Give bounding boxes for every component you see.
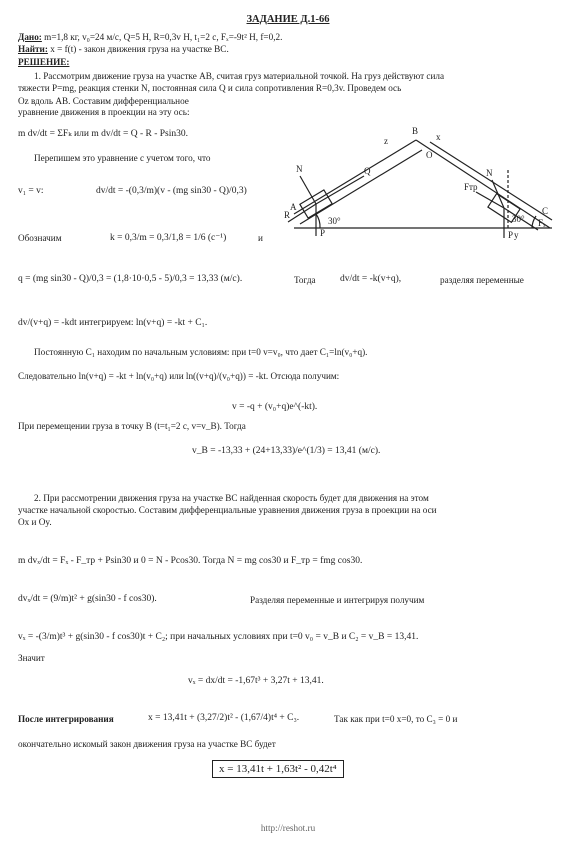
paragraph-line: тяжести P=mg, реакция стенки N, постоянная сила Q и сила сопротивления R=0,3v. Проведем ось bbox=[18, 83, 402, 93]
paragraph-line: При перемещении груза в точку B (t=t₁=2 с, v=v_B). Тогда bbox=[18, 421, 246, 431]
label-n2: N bbox=[486, 168, 493, 178]
paragraph-line: окончательно искомый закон движения груза на участке ВС будет bbox=[18, 739, 276, 749]
equation-dv: dv/dt = -k(v+q), bbox=[340, 274, 402, 284]
incline-ab bbox=[294, 140, 416, 214]
paragraph-line: Ox и Oy. bbox=[18, 517, 52, 527]
label-angle-2: 30° bbox=[512, 214, 525, 224]
label-fx: Fₓ bbox=[538, 218, 546, 228]
paragraph-line: 1. Рассмотрим движение груза на участке AB, считая груз материальной точкой. На груз действуют сила bbox=[34, 71, 445, 81]
equation-vb: v_B = -13,33 + (24+13,33)/e^(1/3) = 13,41 (м/с). bbox=[192, 446, 381, 456]
answer-box: x = 13,41t + 1,63t² - 0,42t⁴ bbox=[212, 760, 344, 778]
equation-motion-bc: m dvₓ/dt = Fₓ - F_тр + Psin30 и 0 = N - Pcos30. Тогда N = mg cos30 и F_тр = fmg cos30. bbox=[18, 556, 363, 566]
label-a: A bbox=[290, 202, 297, 212]
label-n1: N bbox=[296, 164, 303, 174]
paragraph-line: участке начальной скоростью. Составим дифференциальные уравнения движения груза в проекции на оси bbox=[18, 505, 437, 515]
label-r: R bbox=[284, 210, 291, 220]
normal-arrow-2 bbox=[492, 180, 504, 208]
separate-words: разделяя переменные bbox=[440, 275, 524, 285]
angle-arc-1 bbox=[316, 214, 320, 228]
integrate-text: Разделяя переменные и интегрируя получим bbox=[250, 595, 425, 605]
label-y: y bbox=[514, 230, 519, 240]
label-z: z bbox=[384, 136, 388, 146]
equation-rewritten: dv/dt = -(0,3/m)(v - (mg sin30 - Q)/0,3) bbox=[96, 186, 247, 196]
label-x: x bbox=[436, 132, 441, 142]
equation-k: k = 0,3/m = 0,3/1,8 = 1/6 (c⁻¹) bbox=[110, 233, 227, 243]
incline-bc-edge bbox=[430, 142, 552, 220]
given-line bbox=[18, 31, 282, 43]
equation-q: q = (mg sin30 - Q)/0,3 = (1,8·10·0,5 - 5)/0,3 = 13,33 (м/с). bbox=[18, 274, 243, 284]
paragraph-line: Oz вдоль АВ. Составим дифференциальное bbox=[18, 96, 189, 106]
label-c: C bbox=[542, 206, 549, 216]
given-label: Дано: bbox=[18, 32, 42, 42]
mechanics-diagram bbox=[280, 110, 560, 240]
equation-v: v = -q + (v₀+q)e^(-kt). bbox=[232, 402, 318, 412]
equation-label: v₁ = v: bbox=[18, 186, 44, 196]
paragraph-line: Перепишем это уравнение с учетом того, что bbox=[34, 153, 211, 163]
find-label: Найти: bbox=[18, 44, 48, 54]
hence-word: Значит bbox=[18, 653, 45, 663]
footer-url: http://reshot.ru bbox=[260, 823, 316, 833]
and-word: и bbox=[258, 233, 263, 243]
incline-bc bbox=[416, 140, 550, 228]
equation-dvx: dvₓ/dt = (9/m)t² + g(sin30 - f cos30). bbox=[18, 594, 157, 604]
paragraph-line: Следовательно ln(v+q) = -kt + ln(v₀+q) или ln((v+q)/(v₀+q)) = -kt. Отсюда получим: bbox=[18, 371, 340, 381]
since-words: Так как при t=0 x=0, то C₃ = 0 и bbox=[334, 714, 458, 724]
then-word: Тогда bbox=[294, 275, 316, 285]
label-b: B bbox=[412, 126, 419, 136]
label-o: O bbox=[426, 150, 433, 160]
after-integration-word: После интегрирования bbox=[18, 714, 114, 724]
label-q: Q bbox=[364, 166, 371, 176]
solution-heading: РЕШЕНИЕ: bbox=[18, 57, 70, 67]
label-angle-1: 30° bbox=[328, 216, 341, 226]
equation-motion-ab: m dv/dt = ΣFₖ или m dv/dt = Q - R - Psin30. bbox=[18, 129, 189, 139]
find-line bbox=[18, 43, 229, 55]
paragraph-line: 2. При рассмотрении движения груза на участке ВС найденная скорость будет для движения на этом bbox=[34, 493, 429, 503]
integrate-words bbox=[250, 594, 424, 606]
equation-vx: vₓ = -(3/m)t³ + g(sin30 - f cos30)t + C₂; при начальных условиях при t=0 v₀ = v_B и C₂ = v_B = 13,41. bbox=[18, 632, 419, 642]
denote-label: Обозначим bbox=[18, 233, 62, 243]
paragraph-line: Постоянную C₁ находим по начальным условиям: при t=0 v=v₀, что дает C₁=ln(v₀+q). bbox=[34, 347, 368, 357]
find-text: x = f(t) - закон движения груза на участке ВС. bbox=[50, 44, 229, 54]
page-title: ЗАДАНИЕ Д.1-66 bbox=[246, 14, 330, 25]
equation-integrate: dv/(v+q) = -kdt интегрируем: ln(v+q) = -kt + C₁. bbox=[18, 318, 208, 328]
equation-x: x = 13,41t + (3,27/2)t² - (1,67/4)t⁴ + C₃. bbox=[148, 713, 300, 723]
paragraph-line: уравнение движения в проекции на эту ось: bbox=[18, 107, 190, 117]
equation-vx-final: vₓ = dx/dt = -1,67t³ + 3,27t + 13,41. bbox=[188, 676, 324, 686]
given-text: m=1,8 кг, v₀=24 м/с, Q=5 Н, R=0,3v Н, t₁=2 с, Fₓ=-9t² Н, f=0,2. bbox=[44, 32, 283, 42]
label-p1: P bbox=[320, 228, 326, 238]
label-p2: P bbox=[508, 230, 514, 240]
incline-ab-edge bbox=[300, 150, 422, 224]
label-ftr: Fтр bbox=[464, 182, 478, 192]
